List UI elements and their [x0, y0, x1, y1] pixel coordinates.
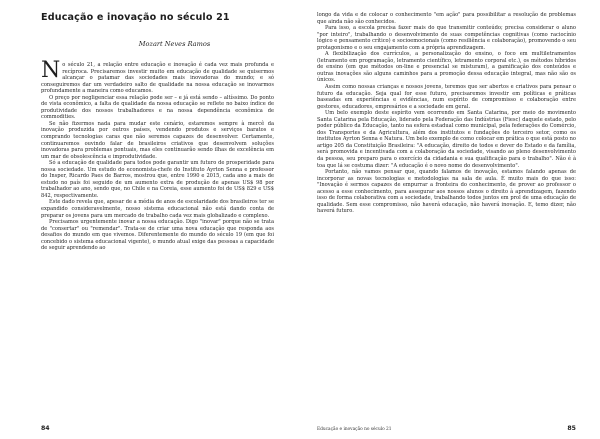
drop-cap: N: [41, 58, 61, 83]
running-footer: Educação e inovação no século 21: [317, 426, 392, 432]
body-paragraph: Portanto, não vamos pensar que, quando falamos de inovação, estamos falando apenas de incorporar as novas tecnologias e metodologias na sala de aula. É muito mais do que isso: "Inovação é sermos capazes de empurrar a fronteira do conhecimento, de prover ao professor o acesso a esse conhecimento, para assegurar aos nossos alunos o direito à aprendizagem, fazendo isso de forma colaborativa com a sociedade, trabalhando todos juntos em prol de uma educação de qualidade. Sem esse compromisso, não haverá educação, não haverá inovação. E, temo dizer, não haverá futuro.: [317, 169, 576, 215]
right-page: [300, 0, 600, 439]
body-paragraph: O preço por negligenciar essa relação pode ser – e já está sendo – altíssimo. Do ponto de vista econômico, a falta de qualidade da nossa educação se reflete no baixo índice de produtividade dos nossos trabalhadores e na nossa dependência econômica de commodities.: [41, 94, 274, 121]
body-paragraph: Precisamos urgentemente inovar a nossa educação. Digo "inovar" porque não se trata de "consertar" ou "remendar". Trata-se de criar uma nova educação que responda aos desafios do mundo em que vivemos. Diferentemente do mundo do século 19 (em que foi concebido o sistema educacional vigente), o mundo atual exige das pessoas a capacidade de seguir aprendendo ao: [41, 219, 274, 252]
right-body-text: [317, 12, 576, 215]
body-paragraph: Se não fizermos nada para mudar este cenário, estaremos sempre à mercê da inovação produzida por outros países, vendendo produtos e serviços baratos e comprando tecnologias caras que não seremos capazes de desenvolver. Certamente, continuaremos ouvindo falar de brasileiros criativos que desenvolvem soluções inovadoras para problemas pontuais, mas eles continuarão sendo ilhas de excelência em um mar de obsolescência e improdutividade.: [41, 120, 274, 160]
page-number: 85: [567, 425, 576, 432]
page-number: 84: [41, 425, 50, 432]
body-paragraph: A flexibilização dos currículos, a personalização do ensino, o foco em multiletramentos (letramento em programação, letramento científico, letramento corporal etc.), os métodos híbridos de ensino (em que métodos on-line e presencial se misturam), a gamificação dos conteúdos e outras inovações são alguns caminhos para a promoção dessa educação integral, mas não são os únicos.: [317, 51, 576, 84]
body-paragraph: Só a educação de qualidade para todos pode garantir um futuro de prosperidade para nossa sociedade. Um estudo do economista-chefe do Instituto Ayrton Senna e professor do Insper, Ricardo Paes de Barros, mostrou que, entre 1990 e 2015, cada ano a mais de estudo no país foi seguido de um aumento extra de produção de apenas US$ 98 por trabalhador ao ano, sendo que, no Chile e na Coreia, esse aumento foi de US$ 829 e US$ 842, respectivamente.: [41, 160, 274, 199]
body-paragraph: No século 21, a relação entre educação e inovação é cada vez mais profunda e recíproca. Precisaremos investir muito em educação de qualidade se quisermos alcançar o patamar das sociedades mais inovadoras do mundo; e só conseguiremos dar um verdadeiro salto de qualidade na nossa educação se inovarmos profundamente a maneira como educamos.: [41, 58, 274, 95]
body-paragraph: Para isso, a escola precisa fazer mais do que transmitir conteúdo; precisa considerar o aluno "por inteiro", trabalhando o desenvolvimento de suas competências cognitivas (como raciocínio lógico e pensamento crítico) e socioemocionais (como resiliência e colaboração), promovendo o seu protagonismo e o seu engajamento com a própria aprendizagem.: [317, 25, 576, 51]
right-footer: [300, 425, 600, 434]
body-paragraph: longo da vida e de colocar o conhecimento "em ação" para possibilitar a resolução de problemas que ainda não são conhecidos.: [317, 12, 576, 25]
left-footer: [0, 425, 300, 434]
body-paragraph: Assim como nossas crianças e nossos jovens, teremos que ser abertos e criativos para pensar o futuro da educação. Seja qual for esse futuro, precisaremos investir em políticas e práticas baseadas em experiências e evidências, num espírito de compromisso e colaboração entre gestores, educadores, empresários e a sociedade em geral.: [317, 84, 576, 110]
left-body-text: [41, 58, 274, 252]
author-name: Mozart Neves Ramos: [138, 40, 211, 48]
body-paragraph: Um belo exemplo deste espírito vem ocorrendo em Santa Catarina, por meio do movimento Santa Catarina pela Educação, liderado pela Federação das Indústrias (Fiesc) daquele estado, pelo poder público da Educação, tanto na esfera estadual como municipal, pela federações do Comércio, dos Transportes e da Agricultura, além dos institutos e fundações do terceiro setor, como os institutos Ayrton Senna e Natura. Um belo exemplo de como colocar em prática o que está posto no artigo 205 da Constituição Brasileira: "A educação, direito de todos e dever do Estado e da família, será promovida e incentivada com a colaboração da sociedade, visando ao pleno desenvolvimento da pessoa, seu preparo para o exercício da cidadania e sua qualificação para o trabalho". Não é à toa que lá se costuma dizer: "A educação é o novo nome do desenvolvimento".: [317, 110, 576, 169]
article-title: Educação e inovação no século 21: [41, 12, 230, 23]
body-paragraph: Este dado revela que, apesar de a média de anos de escolaridade dos brasileiros ter se expandido consideravelmente, nosso sistema educacional não está dando conta de preparar os jovens para um mercado de trabalho cada vez mais globalizado e complexo.: [41, 199, 274, 219]
